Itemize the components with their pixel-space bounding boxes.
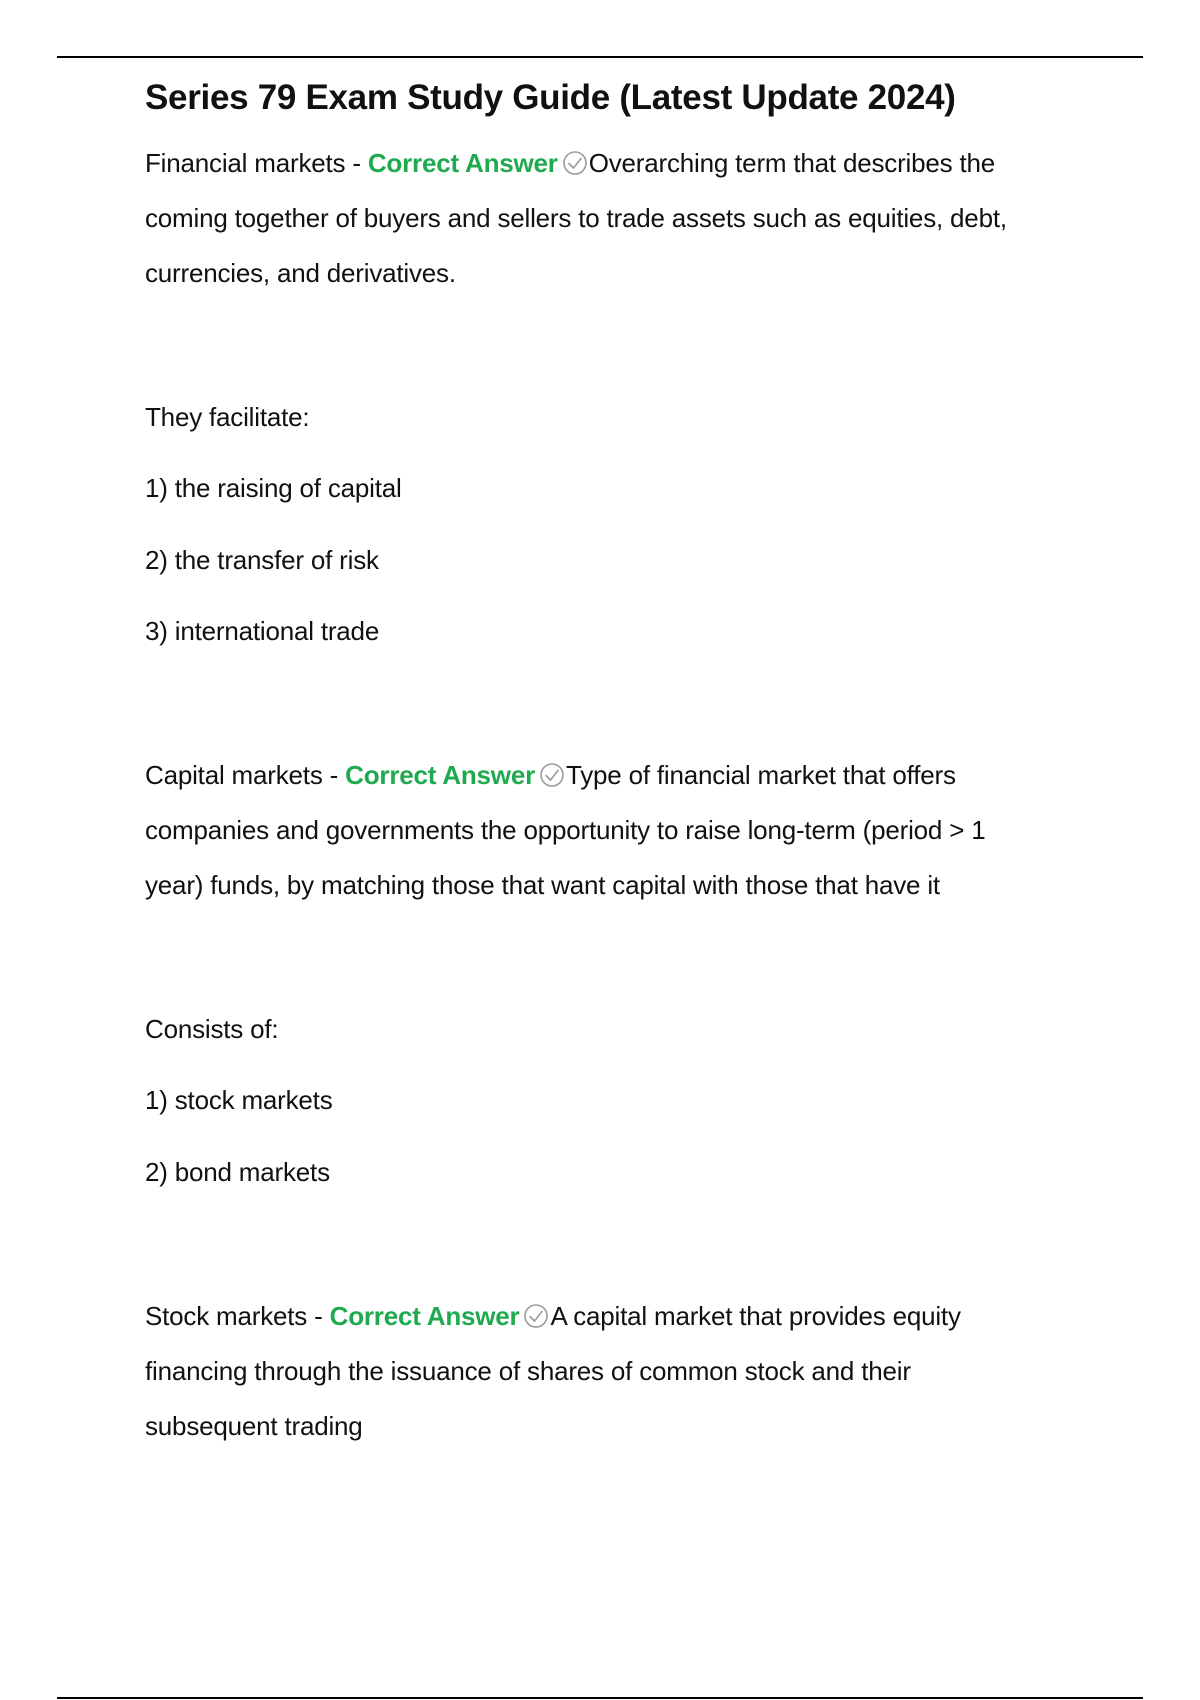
term-separator: - — [307, 1301, 330, 1331]
entry-definition-line2: companies and governments the opportunity to raise long-term (period > 1 — [145, 815, 986, 845]
entry-definition-line1: Overarching term that describes the — [588, 148, 996, 178]
entry-financial-markets — [145, 136, 1007, 301]
check-circle-icon — [523, 1303, 549, 1329]
page-title: Series 79 Exam Study Guide (Latest Update 2024) — [145, 78, 956, 117]
list-item: 2) bond markets — [145, 1157, 330, 1187]
entry-definition-line1: Type of financial market that offers — [566, 760, 956, 790]
entry-first-line — [145, 136, 1007, 191]
correct-answer-label: Correct Answer — [367, 148, 558, 178]
term-separator: - — [345, 148, 368, 178]
entry-definition-line2: coming together of buyers and sellers to trade assets such as equities, debt, — [145, 203, 1007, 233]
entry-definition-line3: year) funds, by matching those that want capital with those that have it — [145, 870, 940, 900]
correct-answer-label: Correct Answer — [345, 760, 535, 790]
entry-term: Financial markets — [145, 148, 346, 178]
check-circle-icon — [562, 150, 588, 176]
entry-first-line — [145, 748, 985, 803]
entry-capital-markets — [145, 748, 985, 913]
list-item: 1) stock markets — [145, 1085, 333, 1115]
entry-term: Capital markets — [145, 760, 323, 790]
list-item: 1) the raising of capital — [145, 473, 402, 503]
list-heading: They facilitate: — [145, 402, 310, 432]
entry-term: Stock markets — [145, 1301, 308, 1331]
check-circle-icon — [539, 762, 565, 788]
entry-first-line — [145, 1289, 961, 1344]
top-rule — [57, 56, 1143, 58]
bottom-rule — [57, 1697, 1143, 1699]
entry-definition-line2: financing through the issuance of shares of common stock and their — [145, 1356, 911, 1386]
list-heading: Consists of: — [145, 1014, 279, 1044]
list-item: 2) the transfer of risk — [145, 545, 379, 575]
term-separator: - — [322, 760, 346, 790]
entry-stock-markets — [145, 1289, 961, 1454]
document-page — [145, 72, 1095, 1441]
entry-definition-line3: subsequent trading — [145, 1411, 363, 1441]
list-item: 3) international trade — [145, 616, 380, 646]
entry-definition-line3: currencies, and derivatives. — [145, 258, 456, 288]
correct-answer-label: Correct Answer — [329, 1301, 520, 1331]
entry-definition-line1: A capital market that provides equity — [550, 1301, 961, 1331]
